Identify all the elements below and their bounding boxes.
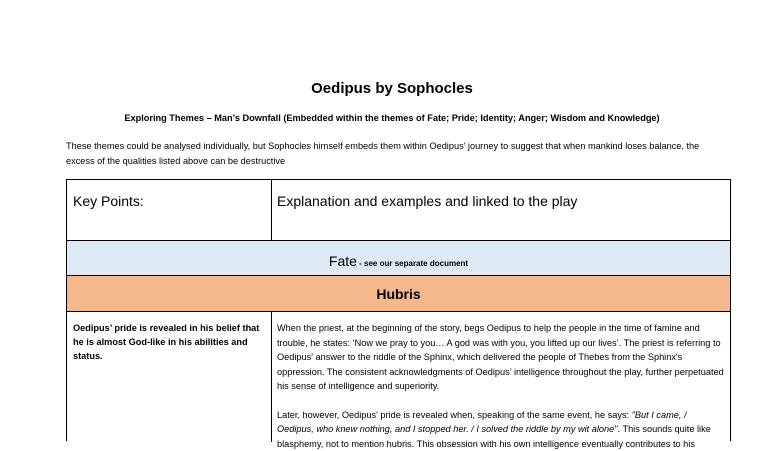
fate-section-row: [67, 241, 730, 276]
explanation-p2-quote: "But I came, / Oedipus, who knew nothing, and I stopped her. / I solved the riddle by my wit alone": [277, 410, 687, 435]
header-explanation: Explanation and examples and linked to the play: [272, 180, 730, 253]
header-key-points: Key Points:: [67, 180, 272, 240]
explanation-cell: [272, 312, 730, 451]
hubris-section-row: Hubris: [67, 276, 730, 312]
document-title: Oedipus by Sophocles: [0, 80, 784, 97]
themes-table: [66, 179, 731, 441]
explanation-p2-end: . This sounds quite like blasphemy, not to mention hubris. This obsession with his own intelligence eventually contributes to his: [277, 424, 711, 449]
intro-paragraph: These themes could be analysed individually, but Sophocles himself embeds them within Oedipus’ journey to suggest that when mankind loses balance, the excess of the qualities listed above can be destructive: [66, 139, 726, 169]
key-point-cell: Oedipus’ pride is revealed in his belief that he is almost God-like in his abilities and status.: [67, 312, 272, 442]
document-subtitle: Exploring Themes – Man’s Downfall (Embedded within the themes of Fate; Pride; Identity; Anger; Wisdom and Knowledge): [0, 113, 784, 123]
explanation-p2-start: Later, however, Oedipus' pride is revealed when, speaking of the same event, he says:: [277, 410, 632, 420]
explanation-paragraph-2: [277, 408, 724, 451]
fate-note: - see our separate document: [357, 259, 468, 268]
fate-label: Fate: [329, 253, 357, 269]
table-header-row: [67, 180, 730, 241]
explanation-paragraph-1: When the priest, at the beginning of the story, begs Oedipus to help the people in the time of famine and trouble, he states: ‘Now we pray to you… A god was with you, you lifted up our lives’. The priest is referring to Oedipus' answer to the riddle of the Sphinx, which delivered the people of Thebes from the Sphinx's oppression. The consistent acknowledgments of Oedipus’ intelligence throughout the play, further perpetuated his sense of intelligence and superiority.: [277, 321, 724, 394]
